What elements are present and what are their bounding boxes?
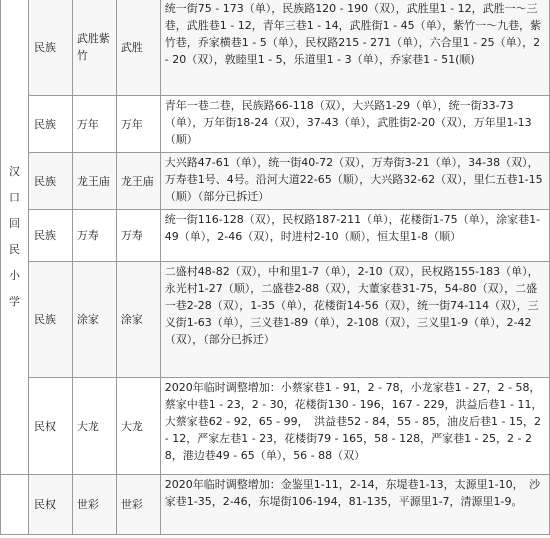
table-row (1, 210, 550, 262)
district-cell: 民族 (28, 262, 72, 378)
school-char: 汉 (8, 164, 20, 178)
community-cell: 万寿 (72, 210, 116, 262)
district-cell: 民权 (28, 475, 72, 535)
school-char: 口 (8, 190, 20, 204)
community-cell: 大龙 (72, 378, 116, 475)
table-row (1, 0, 550, 96)
scope-cell: 2020年临时调整增加：金鉴里1-11，2-14，东堤巷1-13，太源里1-10， 沙家巷1-35，2-46，东堤街106-194，81-135，平源里1-7，清源里1-9。 (160, 475, 549, 535)
street-cell: 龙王庙 (116, 153, 160, 210)
community-cell: 龙王庙 (72, 153, 116, 210)
district-cell: 民族 (28, 96, 72, 153)
school-char: 民 (8, 242, 20, 256)
community-cell: 世彩 (72, 475, 116, 535)
scope-cell: 统一街75 - 173（单），民族路120 - 190（双），武胜里1 - 12，武胜一～三巷，武胜巷1 - 12，青年三巷1 - 14，武胜街1 - 45（单），紫竹一～九巷，紫竹巷，乔家横巷1 - 5（单），民权路215 - 271（单），六合里1 - 25（单），2 - 20（双），敦睦里1 - 5，乐道里1 - 3（单），乔家巷1 - 51(顺) (160, 0, 549, 96)
table-row (1, 262, 550, 378)
community-cell: 武胜紫竹 (72, 0, 116, 96)
school-name-cell (1, 0, 29, 475)
table-row (1, 153, 550, 210)
district-cell: 民族 (28, 153, 72, 210)
community-cell: 万年 (72, 96, 116, 153)
scope-cell: 统一街116-128（双），民权路187-211（单），花楼街1-75（单），涂家巷1-49（单），2-46（双），时进村2-10（顺），恒太里1-8（顺） (160, 210, 549, 262)
empty-cell (1, 475, 29, 535)
school-char: 学 (8, 294, 20, 308)
school-char: 回 (8, 216, 20, 230)
table-row (1, 378, 550, 475)
street-cell: 武胜 (116, 0, 160, 96)
street-cell: 万寿 (116, 210, 160, 262)
table-row (1, 475, 550, 535)
street-cell: 涂家 (116, 262, 160, 378)
street-cell: 大龙 (116, 378, 160, 475)
scope-cell: 二盛村48-82（双），中和里1-7（单），2-10（双），民权路155-183（单），永光村1-27（顺），二盛巷2-88（双），大董家巷31-75，54-80（双），二盛一巷2-28（双），1-35（单），花楼街14-56（双），统一街74-114（双），三义街1-63（单），三义巷1-89（单），2-108（双），三义里1-9（单），2-42（双），（部分已拆迁） (160, 262, 549, 378)
scope-cell: 2020年临时调整增加：小蔡家巷1 - 91，2 - 78，小龙家巷1 - 27，2 - 58，蔡家中巷1 - 23，2 - 30，花楼街130 - 196，167 - 229，洪益后巷1 - 11，大蔡家巷62 - 92，65 - 99， 洪益巷52 - 84，55 - 85，油皮后巷1 - 15，2 - 12，严家左巷1 - 23，花楼街79 - 165，58 - 128，严家巷1 - 25，2 - 28，港边巷49 - 65（单），56 - 88（双） (160, 378, 549, 475)
district-cell: 民族 (28, 210, 72, 262)
scope-cell: 大兴路47-61（单），统一街40-72（双），万寿街3-21（单），34-38（双），万寿巷1号、4号。沿河大道22-65（顺），大兴路32-62（双），里仁五巷1-15（顺）（部分已拆迁） (160, 153, 549, 210)
district-cell: 民权 (28, 378, 72, 475)
street-cell: 万年 (116, 96, 160, 153)
scope-cell: 青年一巷二巷，民族路66-118（双），大兴路1-29（单），统一街33-73（单），万年街18-24（双），37-43（单），武胜街2-20（双），万年里1-13（顺） (160, 96, 549, 153)
school-char: 小 (8, 268, 20, 282)
table-row (1, 96, 550, 153)
community-cell: 涂家 (72, 262, 116, 378)
district-cell: 民族 (28, 0, 72, 96)
street-cell: 世彩 (116, 475, 160, 535)
